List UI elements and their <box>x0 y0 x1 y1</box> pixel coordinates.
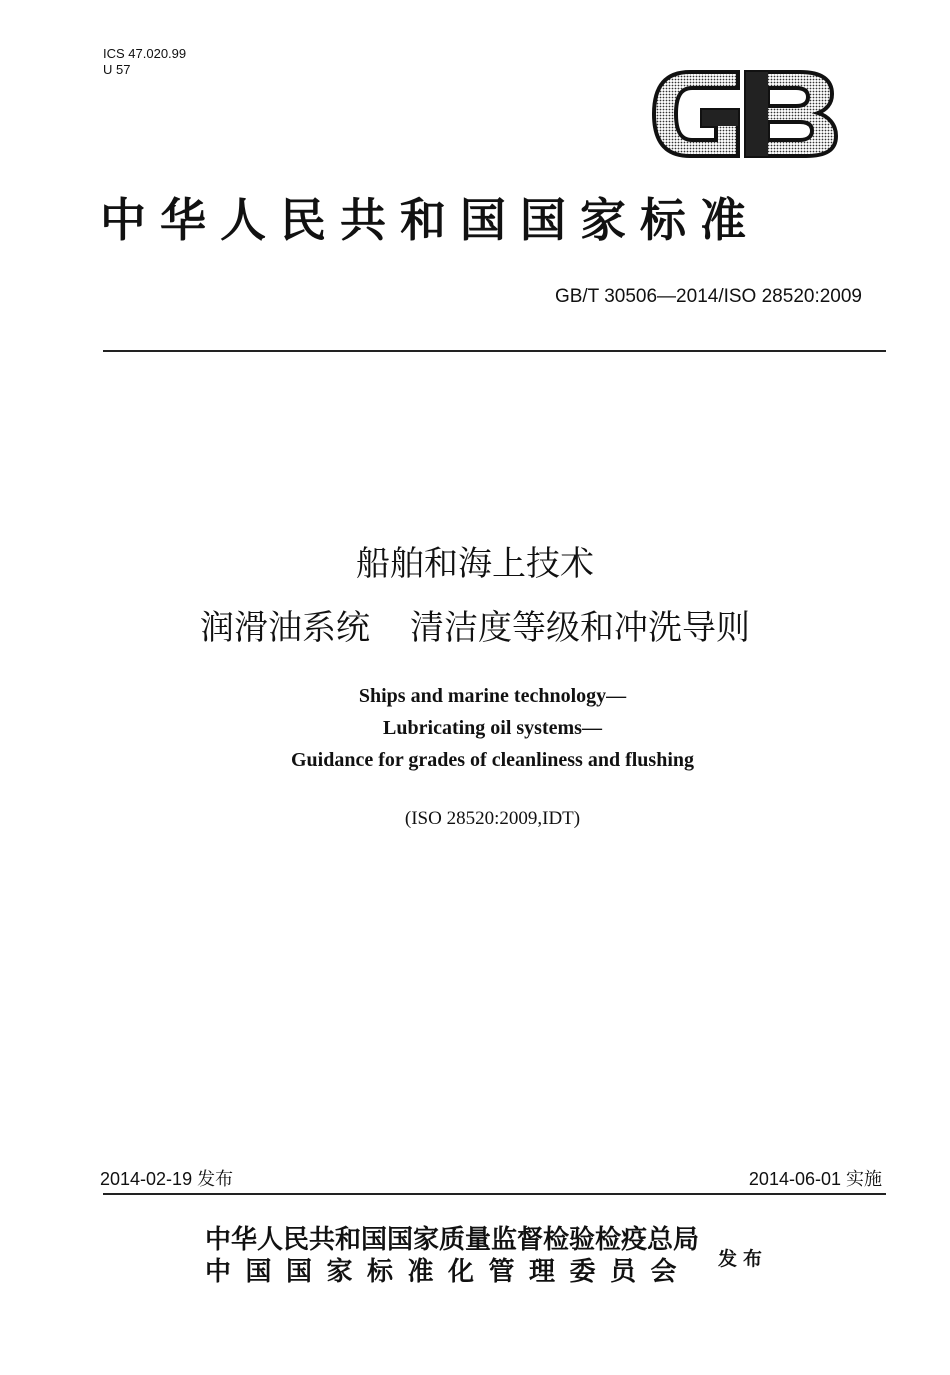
ics-code: ICS 47.020.99 <box>103 46 187 61</box>
en-title-line3: Guidance for grades of cleanliness and flushing <box>290 749 695 771</box>
national-standard-title: 中华人民共和国国家标准 <box>100 193 760 247</box>
header-divider <box>103 350 886 352</box>
standard-number: GB/T 30506—2014/ISO 28520:2009 <box>554 286 862 307</box>
footer-divider <box>103 1193 886 1195</box>
cn-title-line1: 船舶和海上技术 <box>356 544 594 584</box>
iso-equivalence: (ISO 28520:2009,IDT) <box>404 808 581 829</box>
en-title-line2: Lubricating oil systems— <box>383 717 602 739</box>
issuer-aqsiq: 中华人民共和国国家质量监督检验检疫总局 <box>205 1225 700 1255</box>
cn-title-part-a: 润滑油系统 <box>200 608 370 648</box>
en-title-line1: Ships and marine technology— <box>358 685 627 707</box>
ccs-code: U 57 <box>103 62 131 77</box>
issuer-sac: 中国国家标准化管理委员会 <box>205 1257 692 1287</box>
implementation-date: 2014-06-01 实施 <box>748 1169 882 1189</box>
issue-date: 2014-02-19 发布 <box>100 1169 234 1189</box>
gb-logo <box>650 66 840 162</box>
cn-title-part-b: 清洁度等级和冲洗导则 <box>410 608 750 648</box>
cn-title-line2 <box>0 600 950 649</box>
publish-label: 发布 <box>718 1248 769 1270</box>
classification-codes <box>103 46 186 78</box>
